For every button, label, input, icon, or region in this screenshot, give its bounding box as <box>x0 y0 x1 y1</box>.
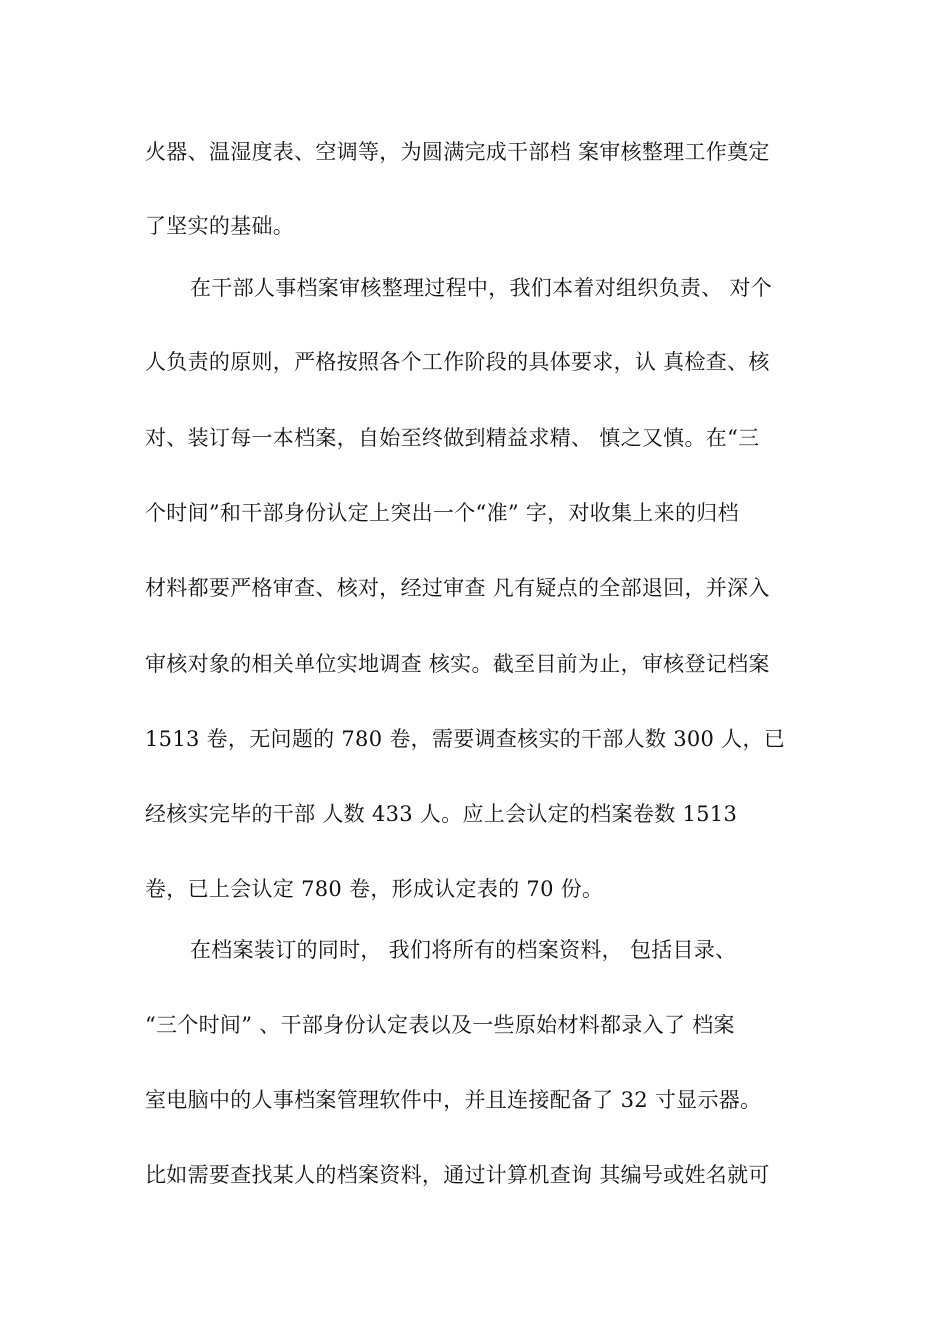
text-line: 对、装订每一本档案，自始至终做到精益求精、 慎之又慎。在“三 <box>145 426 760 450</box>
paragraph-first-line: 在档案装订的同时， 我们将所有的档案资料， 包括目录、 <box>190 938 737 962</box>
text-line: 火器、温湿度表、空调等，为圆满完成干部档 案审核整理工作奠定 <box>145 140 770 164</box>
paragraph-first-line: 在干部人事档案审核整理过程中，我们本着对组织负责、 对个 <box>190 276 773 300</box>
text-line: 室电脑中的人事档案管理软件中，并且连接配备了 32 寸显示器。 <box>145 1088 762 1112</box>
text-line: 卷，已上会认定 780 卷，形成认定表的 70 份。 <box>145 877 604 901</box>
text-line: 材料都要严格审查、核对，经过审查 凡有疑点的全部退回，并深入 <box>145 576 770 600</box>
text-line: 比如需要查找某人的档案资料，通过计算机查询 其编号或姓名就可 <box>145 1163 770 1187</box>
text-line: 人负责的原则，严格按照各个工作阶段的具体要求，认 真检查、核 <box>145 350 770 374</box>
text-line: 审核对象的相关单位实地调查 核实。截至目前为止，审核登记档案 <box>145 652 770 676</box>
text-line: 经核实完毕的干部 人数 433 人。应上会认定的档案卷数 1513 <box>145 802 738 826</box>
text-line: 个时间”和干部身份认定上突出一个“准” 字，对收集上来的归档 <box>145 501 739 525</box>
text-line: “三个时间” 、干部身份认定表以及一些原始材料都录入了 档案 <box>145 1013 735 1037</box>
text-line: 1513 卷，无问题的 780 卷，需要调查核实的干部人数 300 人，已 <box>145 727 786 751</box>
text-line: 了坚实的基础。 <box>145 214 295 238</box>
